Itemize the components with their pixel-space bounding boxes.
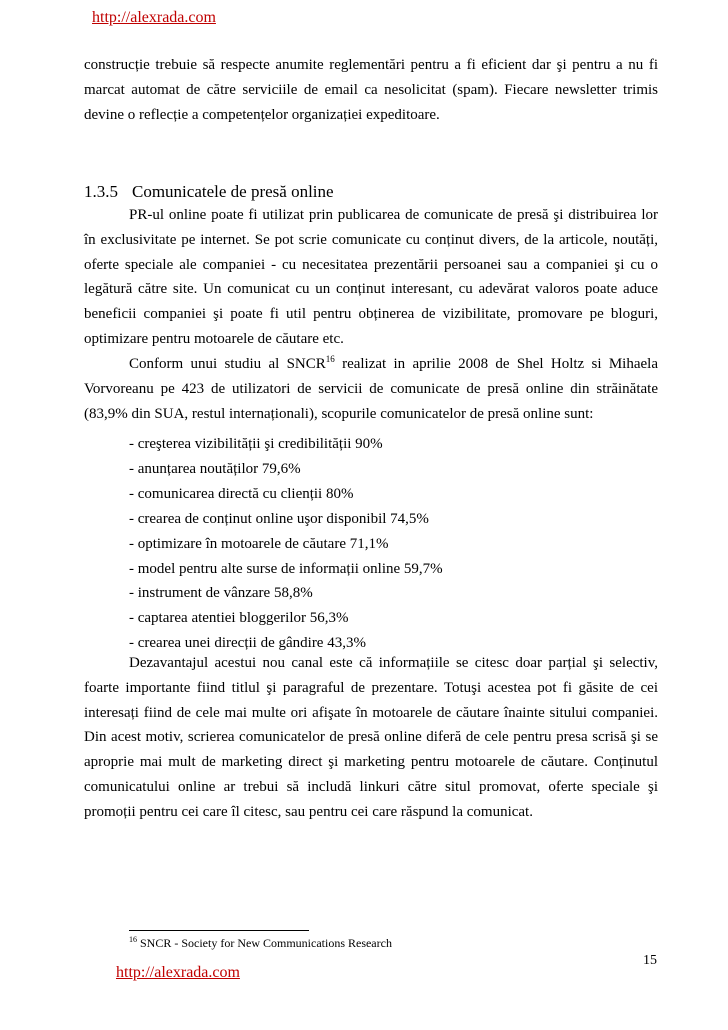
- study-body-text: realizat in aprilie 2008 de Shel Holtz si Mihaela Vorvoreanu pe 423 de utilizatori de servicii de comunicate de presă online din străinătate (83,9% din SUA, restul internaționali), scopurile comunicatelor de presă online sunt:: [84, 356, 658, 422]
- list-item: - instrument de vânzare 58,8%: [129, 585, 313, 602]
- section-number: 1.3.5: [84, 182, 118, 201]
- list-item: - model pentru alte surse de informații online 59,7%: [129, 560, 443, 577]
- list-item: - captarea atentiei bloggerilor 56,3%: [129, 610, 349, 627]
- purposes-list: [129, 432, 443, 656]
- section-title: Comunicatele de presă online: [132, 182, 334, 201]
- study-intro-text: Conform unui studiu al SNCR: [129, 356, 326, 372]
- footnote: [129, 936, 392, 951]
- footnote-text: SNCR - Society for New Communications Research: [137, 936, 392, 950]
- list-item: - creşterea vizibilității şi credibilității 90%: [129, 436, 383, 452]
- section-heading: [84, 182, 334, 202]
- list-item: - comunicarea directă cu clienții 80%: [129, 485, 354, 502]
- footer-link[interactable]: http://alexrada.com: [116, 964, 240, 981]
- paragraph-sncr-study: [84, 352, 658, 426]
- list-item: - optimizare în motoarele de căutare 71,1%: [129, 535, 389, 552]
- footnote-number: 16: [129, 935, 137, 944]
- page-number: 15: [643, 953, 657, 968]
- header-link[interactable]: http://alexrada.com: [92, 9, 216, 26]
- list-item: - crearea de conținut online uşor disponibil 74,5%: [129, 510, 429, 527]
- paragraph-continuation: construcție trebuie să respecte anumite reglementări pentru a fi eficient dar şi pentru a nu fi marcat automat de către serviciile de email ca nesolicitat (spam). Fiecare newsletter trimis devine o reflecție a competențelor organizației expeditoare.: [84, 57, 658, 123]
- footnote-reference[interactable]: 16: [325, 354, 335, 364]
- paragraph-disadvantage: Dezavantajul acestui nou canal este că informațiile se citesc doar parțial şi selectiv, foarte importante fiind titlul şi paragraful de prezentare. Totuşi acestea pot fi găsite de cei interesați fiind de cele mai multe ori afişate în motoarele de căutare înainte sitului companiei. Din acest motiv, scrierea comunicatelor de presă online diferă de cele pentru presa scrisă şi se aproprie mai mult de marketing direct şi marketing pentru motoarele de căutare. Conținutul comunicatului online ar trebui să includă linkuri către situl promovat, oferte speciale şi promoții pentru cei care îl citesc, sau pentru cei care răspund la comunicat.: [84, 655, 658, 820]
- list-item: - anunțarea noutăților 79,6%: [129, 460, 301, 477]
- paragraph-pr-online: PR-ul online poate fi utilizat prin publicarea de comunicate de presă şi distribuirea lor în exclusivitate pe internet. Se pot scrie comunicate cu conținut divers, de la articole, noutăți, oferte speciale ale companiei - cu necesitatea prezentării persoanei sau a companiei şi cu o legătură către site. Un comunicat cu un conținut interesant, cu adevărat valoros poate aduce beneficii companiei şi poate fi util pentru obținerea de vizibilitate, promovare pe bloguri, optimizare pentru motoarele de căutare etc.: [84, 207, 658, 347]
- list-item: - crearea unei direcții de gândire 43,3%: [129, 635, 366, 652]
- footnote-divider: [129, 930, 309, 931]
